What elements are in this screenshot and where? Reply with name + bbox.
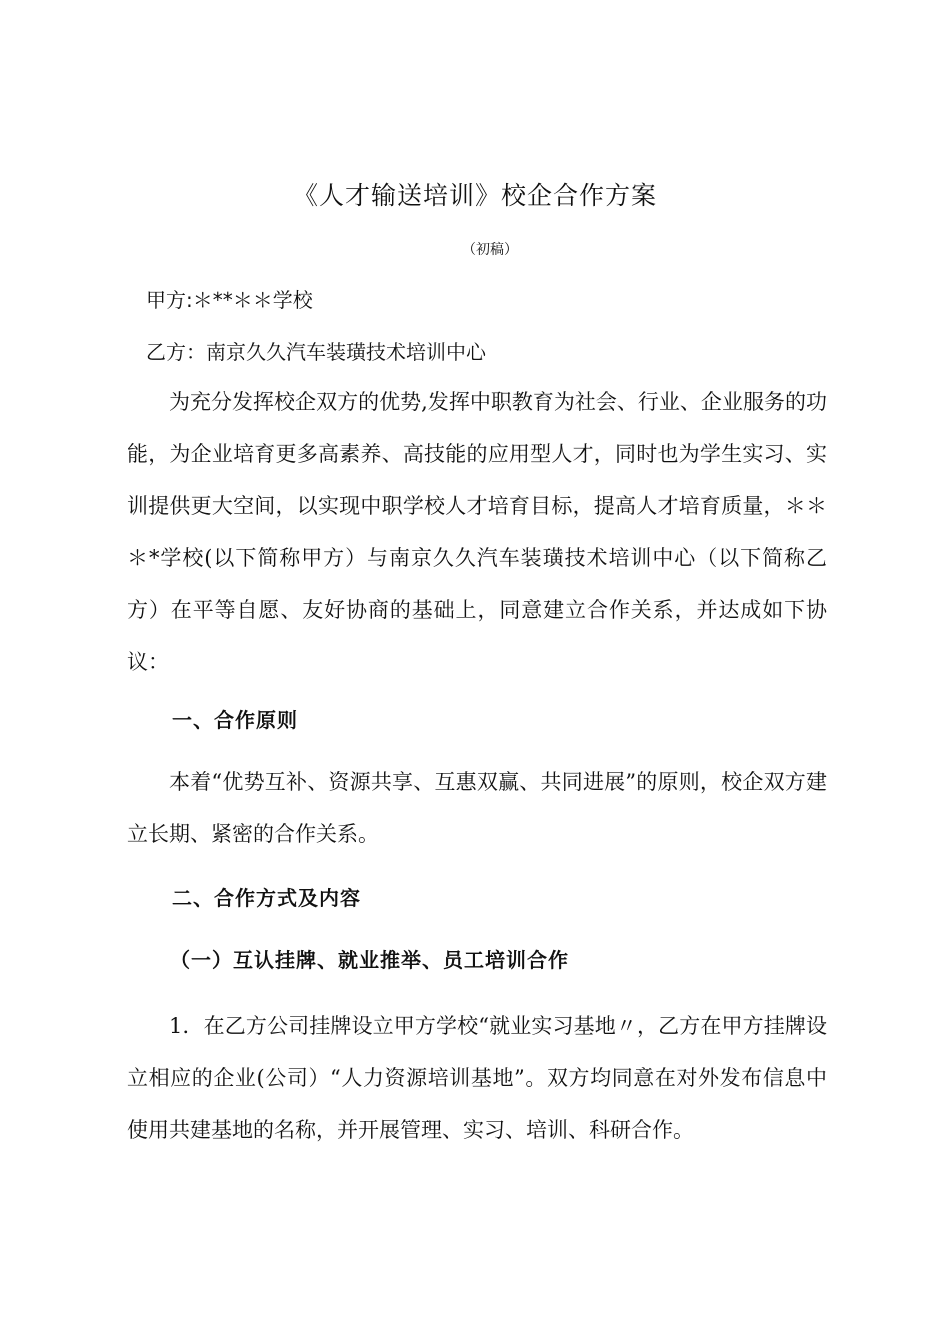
intro-paragraph: 为充分发挥校企双方的优势,发挥中职教育为社会、行业、企业服务的功能，为企业培育更多高素养、高技能的应用型人才，同时也为学生实习、实训提供更大空间，以实现中职学校人才培育目标，提高人才培育质量，＊＊＊*学校(以下简称甲方）与南京久久汽车装璜技术培训中心（以下简称乙方）在平等自愿、友好协商的基础上，同意建立合作关系，并达成如下协议： (127, 390, 827, 674)
principles-paragraph: 本着“优势互补、资源共享、互惠双赢、共同进展”的原则，校企双方建立长期、紧密的合作关系。 (127, 770, 827, 846)
section-heading-cooperation: 二、合作方式及内容 (172, 886, 361, 910)
section-heading-principles: 一、合作原则 (172, 708, 298, 732)
item-1-paragraph: 1．在乙方公司挂牌设立甲方学校“就业实习基地〃，乙方在甲方挂牌设立相应的企业(公司）“人力资源培训基地”。双方均同意在对外发布信息中使用共建基地的名称，并开展管理、实习、培训、科研合作。 (127, 1014, 827, 1142)
document-subtitle: （初稿） (462, 242, 518, 258)
party-b: 乙方：南京久久汽车装璜技术培训中心 (146, 340, 486, 364)
subsection-heading: （一）互认挂牌、就业推举、员工培训合作 (170, 948, 569, 972)
party-a: 甲方:＊**＊＊学校 (146, 288, 313, 312)
document-title: 《人才输送培训》校企合作方案 (292, 181, 657, 210)
